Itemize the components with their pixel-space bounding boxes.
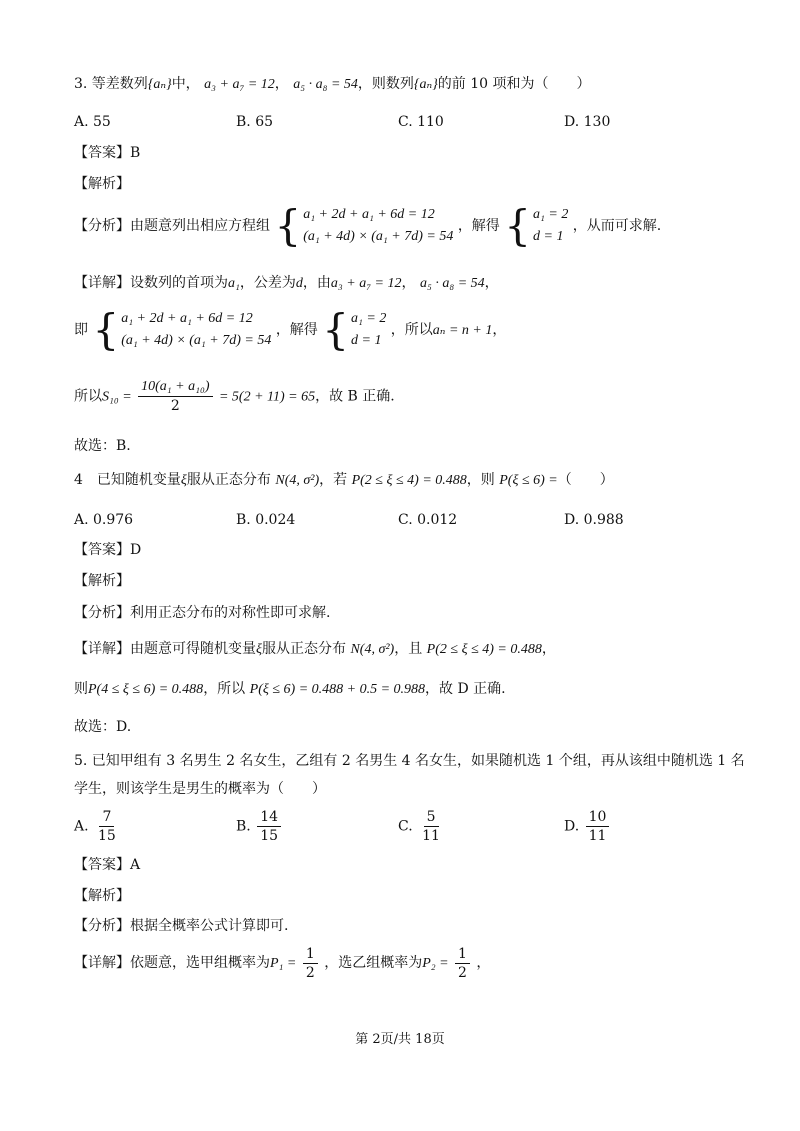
q4-answer: 【答案】D xyxy=(74,542,142,558)
q4-detail-line2: 则P(4 ≤ ξ ≤ 6) = 0.488，所以 P(ξ ≤ 6) = 0.488 + 0.5 = 0.988，故 D 正确. xyxy=(74,681,506,697)
q3-s10-fraction: $\frac{\text{10(a₁ + a₁₀)}}{2}$ xyxy=(138,378,212,415)
q5-option-c: C. $\frac{5}{11}$ xyxy=(398,809,440,844)
q5-option-a: A. $\frac{7}{15}$ xyxy=(74,809,116,844)
q3-option-c: C. 110 xyxy=(398,114,444,130)
q3-answer: 【答案】B xyxy=(74,145,141,161)
q5-fenxi: 【分析】根据全概率公式计算即可. xyxy=(74,918,289,934)
q4-option-b: B. 0.024 xyxy=(236,512,296,528)
q3-fenxi: 【分析】由题意列出相应方程组 { a₁ + 2d + a₁ + 6d = 12 (a₁ + 4d) × (a₁ + 7d) = 54 ，解得 { a₁ = 2 d = 1 ，从而可求解. xyxy=(74,201,662,250)
q5-answer: 【答案】A xyxy=(74,857,141,873)
q4-fenxi: 【分析】利用正态分布的对称性即可求解. xyxy=(74,605,331,621)
q5-stem-line1: 5. 已知甲组有 3 名男生 2 名女生，乙组有 2 名男生 4 名女生，如果随机选 1 个组，再从该组中随机选 1 名 xyxy=(74,753,745,769)
q3-option-d: D. 130 xyxy=(564,114,611,130)
page-footer: 第 2页/共 18页 xyxy=(355,1032,445,1047)
q3-option-b: B. 65 xyxy=(236,114,274,130)
q5-analysis-heading: 【解析】 xyxy=(74,888,130,904)
q4-option-c: C. 0.012 xyxy=(398,512,458,528)
q4-option-a: A. 0.976 xyxy=(74,512,134,528)
q3-equation-system-2: { a₁ + 2d + a₁ + 6d = 12 (a₁ + 4d) × (a₁ + 7d) = 54 xyxy=(92,305,272,354)
q5-option-d: D. $\frac{10}{11}$ xyxy=(564,808,611,845)
q3-solution-2: { a₁ = 2 d = 1 xyxy=(322,305,387,354)
q5-option-b: B. $\frac{14}{15}$ xyxy=(236,808,283,845)
q3-option-a: A. 55 xyxy=(74,114,111,130)
q5-stem-line2: 学生，则该学生是男生的概率为（ ） xyxy=(74,781,326,797)
q3-detail-line2: 即 { a₁ + 2d + a₁ + 6d = 12 (a₁ + 4d) × (a₁ + 7d) = 54 ，解得 { a₁ = 2 d = 1 ，所以aₙ = n + 1， xyxy=(74,305,507,354)
q3-detail-line3: 所以S₁₀ = $\frac{\text{10(a₁ + a₁₀)}}{2}$ = 5(2 + 11) = 65，故 B 正确. xyxy=(74,379,395,414)
q4-stem: 4 已知随机变量ξ服从正态分布 N(4, σ²)，若 P(2 ≤ ξ ≤ 4) = 0.488，则 P(ξ ≤ 6) =（ ） xyxy=(74,472,614,488)
q3-detail-line1: 【详解】设数列的首项为a₁，公差为d，由a₃ + a₇ = 12， a₅ · a₈ = 54， xyxy=(74,275,499,291)
q3-analysis-heading: 【解析】 xyxy=(74,176,130,192)
q4-option-d: D. 0.988 xyxy=(564,512,624,528)
q3-equation-system-1: { a₁ + 2d + a₁ + 6d = 12 (a₁ + 4d) × (a₁ + 7d) = 54 xyxy=(274,201,454,250)
q4-analysis-heading: 【解析】 xyxy=(74,573,130,589)
q4-choice: 故选：D. xyxy=(74,719,132,735)
q3-choice: 故选：B. xyxy=(74,438,131,454)
q3-solution-1: { a₁ = 2 d = 1 xyxy=(504,201,569,250)
q3-stem: 3. 等差数列{aₙ}中， a₃ + a₇ = 12， a₅ · a₈ = 54，则数列{aₙ}的前 10 项和为（ ） xyxy=(74,76,591,92)
q4-detail-line1: 【详解】由题意可得随机变量ξ服从正态分布 N(4, σ²)，且 P(2 ≤ ξ ≤ 4) = 0.488， xyxy=(74,641,556,657)
q5-detail-line1: 【详解】依题意，选甲组概率为P₁ = $\frac{1}{2}$ ，选乙组概率为P₂ = $\frac{1}{2}$ ， xyxy=(74,945,491,981)
